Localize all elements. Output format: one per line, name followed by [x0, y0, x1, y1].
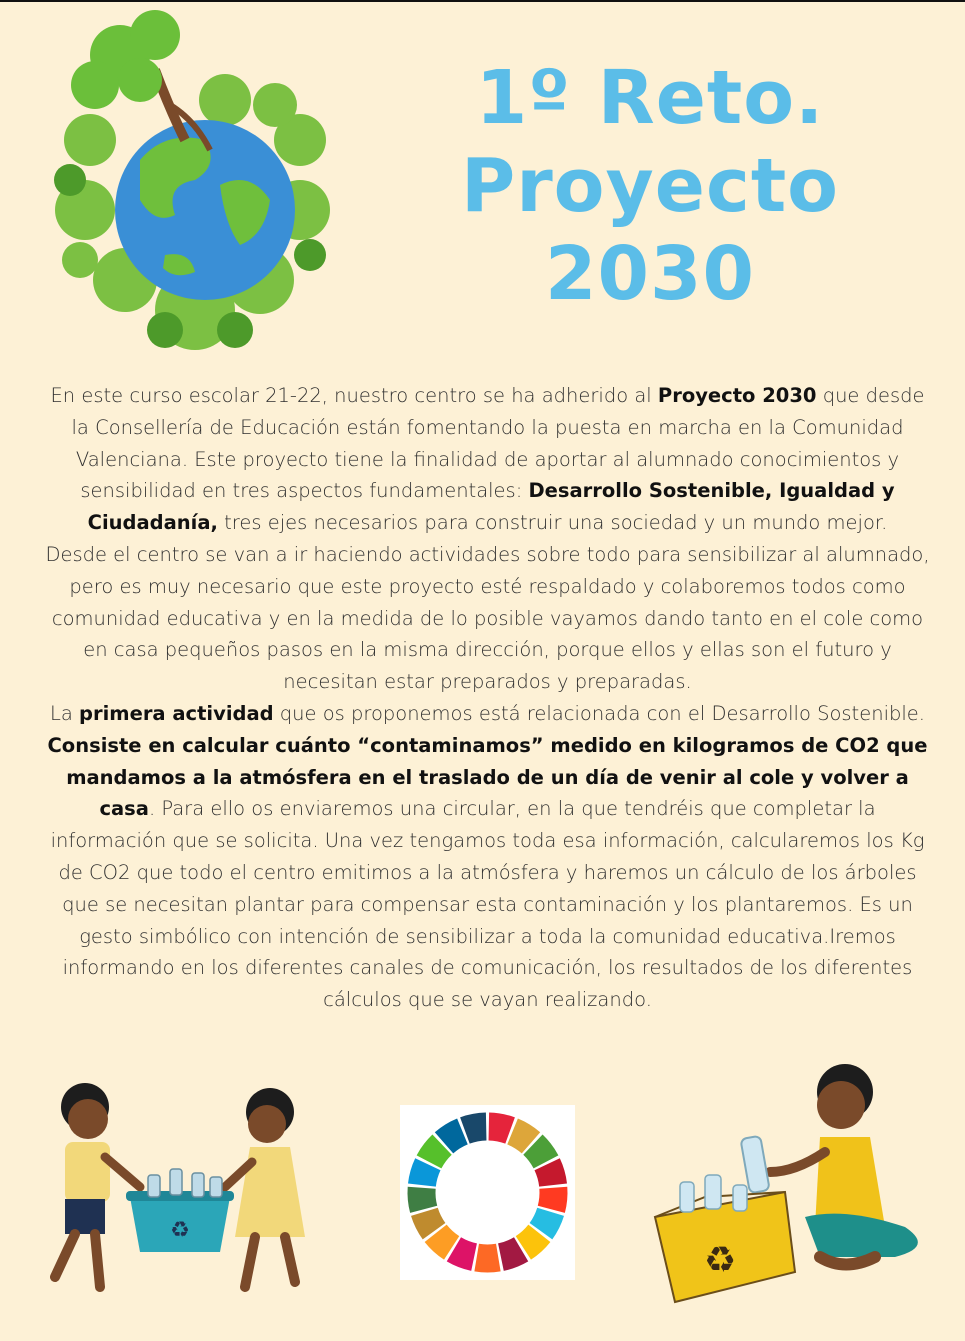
- paragraph-activity: [40, 698, 935, 1016]
- title-line-3: 2030: [545, 231, 755, 317]
- intro-bold-project: Proyecto 2030: [657, 384, 817, 407]
- intro-text-3: tres ejes necesarios para construir una sociedad y un mundo mejor.: [217, 511, 888, 535]
- boy-recycling-box-illustration: [645, 1057, 945, 1312]
- sdg-wheel-segment: [407, 1187, 437, 1213]
- activity-text-3: . Para ello os enviaremos una circular, en la que tendréis que completar la información que se solicita. Una vez tengamos toda esa información, calcularemos los Kg de CO2 que todo el centro emitimos a la atmósfera y haremos un cálculo de los árboles que se necesitan plantar para compensar esta contaminación y los plantaremos. Es un gesto simbólico con intención de sensibilizar a toda la comunidad educativa.Iremos informando en los diferentes canales de comunicación, los resultados de los diferentes cálculos que se vayan realizando.: [50, 797, 925, 1012]
- sdg-wheel-card: [400, 1105, 575, 1280]
- body-text: [40, 380, 935, 1016]
- sdg-wheel-segment: [474, 1244, 500, 1273]
- activity-text-1: La: [50, 701, 80, 725]
- activity-text-2: que os proponemos está relacionada con el Desarrollo Sostenible.: [273, 701, 925, 725]
- earth-trees-illustration: [45, 10, 340, 355]
- intro-text-1: En este curso escolar 21-22, nuestro centro se ha adherido al: [50, 384, 658, 407]
- paragraph-intro: [40, 380, 935, 539]
- title-line-2: Proyecto: [460, 143, 840, 229]
- svg-text:♻: ♻: [170, 1218, 190, 1243]
- title-line-1: 1º Reto.: [475, 55, 825, 141]
- svg-text:♻: ♻: [703, 1240, 737, 1281]
- kids-recycling-illustration: [30, 1077, 330, 1302]
- activity-bold-description: Consiste en calcular cuánto “contaminamos” medido en kilogramos de CO2 que mandamos a la atmósfera en el traslado de un día de venir al cole y volver a casa: [47, 733, 928, 821]
- intro-text-2: que desde la Consellería de Educación están fomentando la puesta en marcha en la Comunidad Valenciana. Este proyecto tiene la finalidad de aportar al alumnado conocimientos y sensibilidad en tres aspectos fundamentales:: [71, 384, 925, 503]
- center-text: Desde el centro se van a ir haciendo actividades sobre todo para sensibilizar al alumnado, pero es muy necesario que este proyecto esté respaldado y colaboremos todos como comunidad educativa y en la medida de lo posible vayamos dando tanto en el cole como en casa pequeños pasos en la misma dirección, porque ellos y ellas son el futuro y necesitan estar preparados y preparadas.: [45, 542, 930, 694]
- paragraph-center: [40, 539, 935, 698]
- page-title: [400, 54, 900, 318]
- activity-bold-first: primera actividad: [79, 701, 274, 725]
- intro-bold-axes: Desarrollo Sostenible, Igualdad y Ciudadanía,: [87, 479, 895, 535]
- sdg-wheel-segment: [538, 1187, 568, 1213]
- sdg-wheel-icon: [400, 1105, 575, 1280]
